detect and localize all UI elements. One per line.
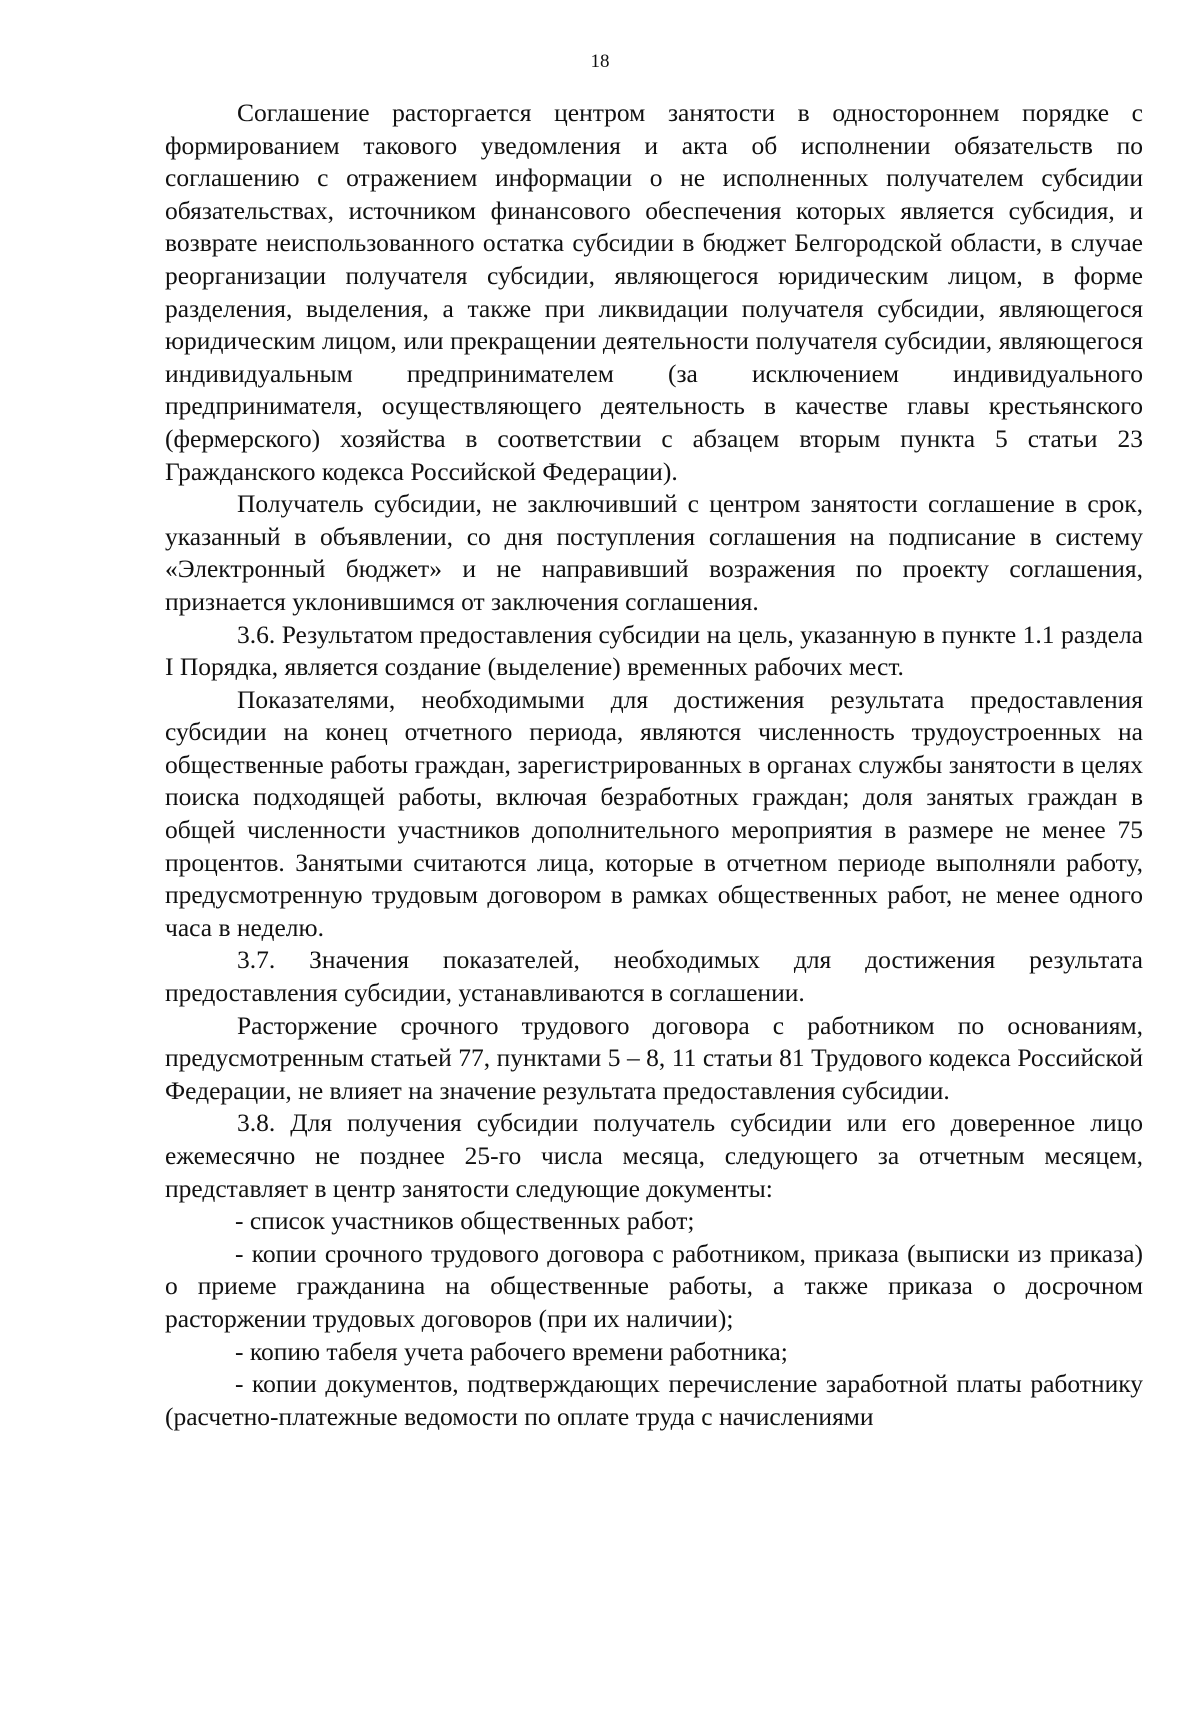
paragraph-agreement-termination: Соглашение расторгается центром занятости в одностороннем порядке с формированием такового уведомления и акта об исполнении обязательств по соглашению с отражением информации о не исполненных получателем субсидии обязательствах, источником финансового обеспечения которых является субсидия, и возврате неиспользованного остатка субсидии в бюджет Белгородской области, в случае реорганизации получателя субсидии, являющегося юридическим лицом, в форме разделения, выделения, а также при ликвидации получателя субсидии, являющегося юридическим лицом, или прекращении деятельности получателя субсидии, являющегося индивидуальным предпринимателем (за исключением индивидуального предпринимателя, осуществляющего деятельность в качестве главы крестьянского (фермерского) хозяйства в соответствии с абзацем вторым пункта 5 статьи 23 Гражданского кодекса Российской Федерации). — [165, 98, 1143, 486]
page-number: 18 — [590, 51, 610, 72]
paragraph-evasion: Получатель субсидии, не заключивший с центром занятости соглашение в срок, указанный в объявлении, со дня поступления соглашения на подписание в систему «Электронный бюджет» и не направивший возражения по проекту соглашения, признается уклонившимся от заключения соглашения. — [165, 489, 1143, 616]
list-item-salary-documents: - копии документов, подтверждающих перечисление заработной платы работнику (расчетно-платежные ведомости по оплате труда с начислениями — [165, 1369, 1143, 1431]
paragraph-contract-termination: Расторжение срочного трудового договора с работником по основаниям, предусмотренным статьей 77, пунктами 5 – 8, 11 статьи 81 Трудового кодекса Российской Федерации, не влияет на значение результата предоставления субсидии. — [165, 1010, 1143, 1105]
paragraph-indicators: Показателями, необходимыми для достижения результата предоставления субсидии на конец отчетного периода, являются численность трудоустроенных на общественные работы граждан, зарегистрированных в органах службы занятости в целях поиска подходящей работы, включая безработных граждан; доля занятых граждан в общей численности участников дополнительного мероприятия в размере не менее 75 процентов. Занятыми считаются лица, которые в отчетном периоде выполняли работу, предусмотренную трудовым договором в рамках общественных работ, не менее одного часа в неделю. — [165, 684, 1143, 942]
list-item-participants: - список участников общественных работ; — [235, 1206, 695, 1236]
paragraph-3-6-result: 3.6. Результатом предоставления субсидии на цель, указанную в пункте 1.1 раздела I Порядка, является создание (выделение) временных рабочих мест. — [165, 619, 1143, 682]
paragraph-3-7-values: 3.7. Значения показателей, необходимых для достижения результата предоставления субсидии, устанавливаются в соглашении. — [165, 945, 1143, 1008]
list-item-contract-copies: - копии срочного трудового договора с работником, приказа (выписки из приказа) о приеме гражданина на общественные работы, а также приказа о досрочном расторжении трудовых договоров (при их наличии); — [165, 1238, 1143, 1333]
paragraph-3-8-documents: 3.8. Для получения субсидии получатель субсидии или его доверенное лицо ежемесячно не позднее 25-го числа месяца, следующего за отчетным месяцем, представляет в центр занятости следующие документы: — [165, 1108, 1143, 1203]
list-item-timesheet: - копию табеля учета рабочего времени работника; — [235, 1336, 788, 1366]
document-body — [165, 97, 1143, 1433]
